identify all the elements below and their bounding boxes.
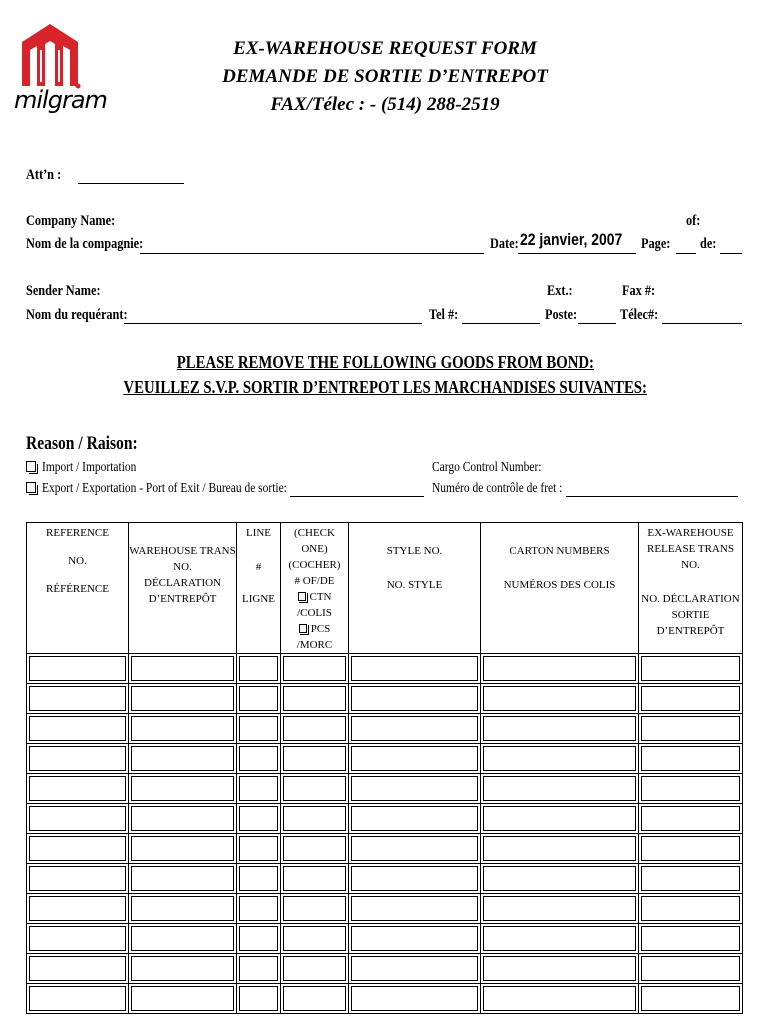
table-cell[interactable] (349, 954, 481, 984)
milgram-m-icon (18, 20, 82, 90)
header-warehouse-trans: WAREHOUSE TRANS NO. DÉCLARATION D’ENTREPÔT (129, 523, 237, 654)
table-cell[interactable] (129, 954, 237, 984)
table-cell[interactable] (349, 834, 481, 864)
table-cell[interactable] (27, 804, 129, 834)
table-row (27, 744, 743, 774)
table-cell[interactable] (129, 714, 237, 744)
table-cell[interactable] (237, 654, 281, 684)
table-cell[interactable] (349, 774, 481, 804)
table-cell[interactable] (349, 654, 481, 684)
table-cell[interactable] (481, 654, 639, 684)
header-check-one: (CHECK ONE) (COCHER) # OF/DE CTN /COLIS PCS /MORC (281, 523, 349, 654)
table-cell[interactable] (639, 714, 743, 744)
table-cell[interactable] (281, 864, 349, 894)
table-cell[interactable] (129, 894, 237, 924)
table-row (27, 924, 743, 954)
logo-text: milgram (14, 86, 107, 114)
table-cell[interactable] (27, 924, 129, 954)
table-cell[interactable] (481, 744, 639, 774)
table-cell[interactable] (129, 684, 237, 714)
table-cell[interactable] (639, 954, 743, 984)
table-cell[interactable] (27, 834, 129, 864)
table-cell[interactable] (349, 744, 481, 774)
table-row (27, 984, 743, 1014)
table-cell[interactable] (481, 774, 639, 804)
tel-label: Tel #: (429, 307, 459, 323)
table-cell[interactable] (481, 684, 639, 714)
table-cell[interactable] (27, 984, 129, 1014)
instruction-en: PLEASE REMOVE THE FOLLOWING GOODS FROM BOND: (176, 352, 594, 372)
table-cell[interactable] (129, 834, 237, 864)
import-option[interactable] (26, 460, 157, 476)
table-cell[interactable] (639, 744, 743, 774)
sender-label-fr: Nom du requérant: (26, 307, 128, 323)
table-cell[interactable] (481, 804, 639, 834)
export-label: Export / Exportation - Port of Exit / Bureau de sortie: (42, 481, 287, 496)
table-cell[interactable] (27, 864, 129, 894)
table-cell[interactable] (281, 774, 349, 804)
table-cell[interactable] (281, 834, 349, 864)
table-cell[interactable] (237, 984, 281, 1014)
table-cell[interactable] (27, 954, 129, 984)
header-carton: CARTON NUMBERS NUMÉROS DES COLIS (481, 523, 639, 654)
table-cell[interactable] (639, 804, 743, 834)
table-cell[interactable] (237, 714, 281, 744)
page-total-field[interactable] (720, 253, 742, 254)
table-cell[interactable] (27, 654, 129, 684)
table-cell[interactable] (349, 924, 481, 954)
telec-label: Télec#: (620, 307, 659, 323)
page-field[interactable] (676, 253, 696, 254)
table-cell[interactable] (639, 654, 743, 684)
import-checkbox[interactable] (26, 461, 36, 472)
table-cell[interactable] (237, 954, 281, 984)
cargo-control-field[interactable] (566, 496, 738, 497)
header-line: LINE # LIGNE (237, 523, 281, 654)
table-cell[interactable] (281, 654, 349, 684)
fax-field[interactable] (662, 323, 742, 324)
cargo-label-fr: Numéro de contrôle de fret : (432, 481, 563, 496)
header-style: STYLE NO. NO. STYLE (349, 523, 481, 654)
page-label: Page: (641, 236, 671, 252)
table-cell[interactable] (27, 774, 129, 804)
table-row (27, 894, 743, 924)
fax-label: Fax #: (622, 283, 656, 299)
table-cell[interactable] (481, 984, 639, 1014)
table-cell[interactable] (281, 924, 349, 954)
poste-label: Poste: (545, 307, 578, 323)
sender-field[interactable] (124, 323, 422, 324)
table-cell[interactable] (129, 804, 237, 834)
pcs-checkbox[interactable] (299, 624, 307, 633)
table-cell[interactable] (639, 774, 743, 804)
date-label: Date: (490, 236, 519, 252)
table-row (27, 714, 743, 744)
table-cell[interactable] (349, 894, 481, 924)
table-row (27, 774, 743, 804)
table-row (27, 804, 743, 834)
port-of-exit-field[interactable] (290, 496, 424, 497)
de-label: de: (700, 236, 717, 252)
table-row (27, 864, 743, 894)
table-cell[interactable] (281, 684, 349, 714)
table-cell[interactable] (639, 684, 743, 714)
tel-field[interactable] (462, 323, 540, 324)
table-row (27, 684, 743, 714)
sender-label-en: Sender Name: (26, 283, 101, 299)
header-reference: REFERENCE NO. RÉFÉRENCE (27, 523, 129, 654)
table-cell[interactable] (349, 714, 481, 744)
table-cell[interactable] (481, 864, 639, 894)
fax-number: FAX/Télec : - (514) 288-2519 (270, 94, 500, 115)
pcs-label: PCS /MORC (296, 623, 333, 651)
ext-field[interactable] (578, 323, 616, 324)
table-cell[interactable] (237, 684, 281, 714)
table-cell[interactable] (639, 924, 743, 954)
table-cell[interactable] (639, 864, 743, 894)
table-cell[interactable] (129, 774, 237, 804)
table-header-row (27, 523, 743, 654)
table-cell[interactable] (349, 984, 481, 1014)
table-cell[interactable] (281, 744, 349, 774)
ctn-checkbox[interactable] (298, 592, 306, 601)
table-cell[interactable] (27, 744, 129, 774)
date-field[interactable] (518, 253, 636, 254)
instruction-fr: VEUILLEZ S.V.P. SORTIR D’ENTREPOT LES MARCHANDISES SUIVANTES: (123, 377, 647, 397)
table-cell[interactable] (281, 894, 349, 924)
table-cell[interactable] (27, 684, 129, 714)
export-option[interactable] (26, 481, 341, 497)
reason-heading: Reason / Raison: (26, 433, 138, 454)
table-cell[interactable] (129, 984, 237, 1014)
table-cell[interactable] (129, 924, 237, 954)
table-cell[interactable] (129, 744, 237, 774)
table-cell[interactable] (349, 864, 481, 894)
table-cell[interactable] (481, 714, 639, 744)
table-cell[interactable] (237, 774, 281, 804)
table-cell[interactable] (129, 654, 237, 684)
table-cell[interactable] (237, 924, 281, 954)
milgram-logo (14, 20, 107, 124)
table-cell[interactable] (237, 894, 281, 924)
header-release-trans: EX-WAREHOUSE RELEASE TRANS NO. NO. DÉCLARATION SORTIE D’ENTREPÔT (639, 523, 743, 654)
table-cell[interactable] (481, 954, 639, 984)
goods-table (26, 522, 743, 1014)
table-cell[interactable] (481, 924, 639, 954)
table-cell[interactable] (27, 894, 129, 924)
table-cell[interactable] (639, 834, 743, 864)
ctn-label: CTN /COLIS (297, 591, 332, 619)
form-title-en: EX-WAREHOUSE REQUEST FORM (233, 38, 537, 59)
table-cell[interactable] (237, 744, 281, 774)
table-cell[interactable] (237, 864, 281, 894)
attn-label: Att’n : (26, 167, 62, 183)
table-cell[interactable] (639, 894, 743, 924)
table-cell[interactable] (281, 714, 349, 744)
import-label: Import / Importation (42, 460, 137, 475)
table-cell[interactable] (481, 834, 639, 864)
table-cell[interactable] (237, 804, 281, 834)
cargo-label-en: Cargo Control Number: (432, 460, 542, 475)
export-checkbox[interactable] (26, 482, 36, 493)
company-field[interactable] (140, 253, 484, 254)
attn-field[interactable] (78, 183, 184, 184)
table-cell[interactable] (349, 684, 481, 714)
table-cell[interactable] (639, 984, 743, 1014)
table-cell[interactable] (481, 894, 639, 924)
table-cell[interactable] (27, 714, 129, 744)
table-row (27, 954, 743, 984)
table-cell[interactable] (349, 804, 481, 834)
table-cell[interactable] (281, 954, 349, 984)
of-label: of: (686, 213, 701, 229)
ext-label: Ext.: (547, 283, 573, 299)
table-cell[interactable] (281, 984, 349, 1014)
table-cell[interactable] (237, 834, 281, 864)
date-value: 22 janvier, 2007 (520, 230, 623, 249)
table-row (27, 834, 743, 864)
table-cell[interactable] (281, 804, 349, 834)
company-label-en: Company Name: (26, 213, 116, 229)
table-row (27, 654, 743, 684)
table-cell[interactable] (129, 864, 237, 894)
form-title-fr: DEMANDE DE SORTIE D’ENTREPOT (222, 66, 548, 87)
company-label-fr: Nom de la compagnie: (26, 236, 144, 252)
